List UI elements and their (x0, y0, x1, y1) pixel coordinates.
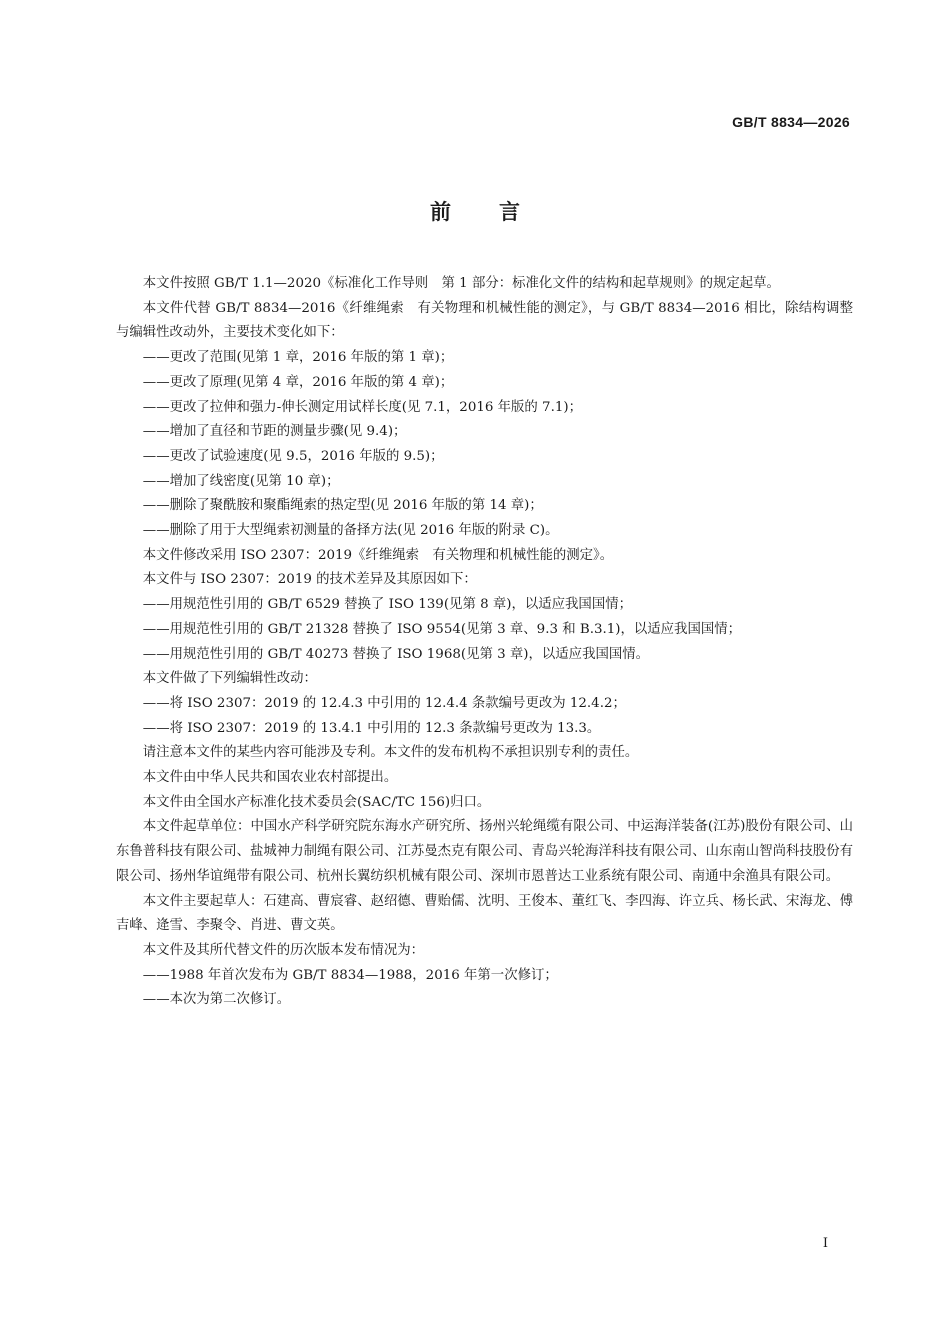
foreword-body (116, 272, 853, 1013)
paragraph: 本文件由全国水产标准化技术委员会(SAC/TC 156)归口。 (142, 794, 491, 810)
paragraph: 本文件由中华人民共和国农业农村部提出。 (142, 770, 398, 786)
paragraph: 本文件与 ISO 2307：2019 的技术差异及其原因如下： (142, 572, 477, 588)
list-item: ——本次为第二次修订。 (142, 992, 291, 1008)
list-item: ——删除了用于大型绳索初测量的备择方法(见 2016 年版的附录 C)。 (142, 523, 559, 539)
paragraph: 请注意本文件的某些内容可能涉及专利。本文件的发布机构不承担识别专利的责任。 (142, 745, 639, 761)
list-item: ——更改了拉伸和强力-伸长测定用试样长度(见 7.1，2016 年版的 7.1)； (142, 399, 582, 415)
list-item: ——更改了原理(见第 4 章，2016 年版的第 4 章)； (142, 374, 454, 390)
page-title: 前言 (430, 200, 568, 224)
list-item: ——用规范性引用的 GB/T 21328 替换了 ISO 9554(见第 3 章、9.3 和 B.3.1)，以适应我国国情； (142, 621, 742, 637)
list-item: ——增加了直径和节距的测量步骤(见 9.4)； (142, 424, 407, 440)
paragraph: 本文件修改采用 ISO 2307：2019《纤维绳索 有关物理和机械性能的测定》。 (142, 547, 614, 563)
paragraph: 本文件做了下列编辑性改动： (142, 671, 317, 687)
list-item: ——用规范性引用的 GB/T 6529 替换了 ISO 139(见第 8 章)，以适应我国国情； (142, 597, 632, 613)
list-item: ——用规范性引用的 GB/T 40273 替换了 ISO 1968(见第 3 章)，以适应我国国情。 (142, 646, 650, 662)
list-item: ——更改了范围(见第 1 章，2016 年版的第 1 章)； (142, 350, 454, 366)
paragraph: 本文件及其所代替文件的历次版本发布情况为： (142, 942, 424, 958)
paragraph: 本文件起草单位：中国水产科学研究院东海水产研究所、扬州兴轮绳缆有限公司、中运海洋装备(江苏)股份有限公司、山东鲁普科技有限公司、盐城神力制绳有限公司、江苏曼杰克有限公司、青岛兴轮海洋科技有限公司、山东南山智尚科技股份有限公司、扬州华谊绳带有限公司、杭州长翼纺织机械有限公司、深圳市恩普达工业系统有限公司、南通中余渔具有限公司。 (116, 819, 853, 884)
list-item: ——将 ISO 2307：2019 的 12.4.3 中引用的 12.4.4 条款编号更改为 12.4.2； (142, 695, 626, 711)
standard-code: GB/T 8834—2026 (732, 114, 850, 130)
list-item: ——1988 年首次发布为 GB/T 8834—1988，2016 年第一次修订； (142, 967, 558, 983)
list-item: ——更改了试验速度(见 9.5，2016 年版的 9.5)； (142, 448, 444, 464)
paragraph: 本文件主要起草人：石建高、曹宸睿、赵绍德、曹贻儒、沈明、王俊本、董红飞、李四海、许立兵、杨长武、宋海龙、傅吉峰、逄雪、李聚令、肖进、曹文英。 (116, 893, 853, 934)
page-number: I (822, 1236, 828, 1251)
list-item: ——将 ISO 2307：2019 的 13.4.1 中引用的 12.3 条款编号更改为 13.3。 (142, 720, 601, 736)
paragraph: 本文件代替 GB/T 8834—2016《纤维绳索 有关物理和机械性能的测定》，与 GB/T 8834—2016 相比，除结构调整与编辑性改动外，主要技术变化如下： (116, 300, 853, 341)
paragraph: 本文件按照 GB/T 1.1—2020《标准化工作导则 第 1 部分：标准化文件的结构和起草规则》的规定起草。 (142, 276, 780, 291)
list-item: ——增加了线密度(见第 10 章)； (142, 473, 340, 489)
list-item: ——删除了聚酰胺和聚酯绳索的热定型(见 2016 年版的第 14 章)； (142, 498, 543, 514)
